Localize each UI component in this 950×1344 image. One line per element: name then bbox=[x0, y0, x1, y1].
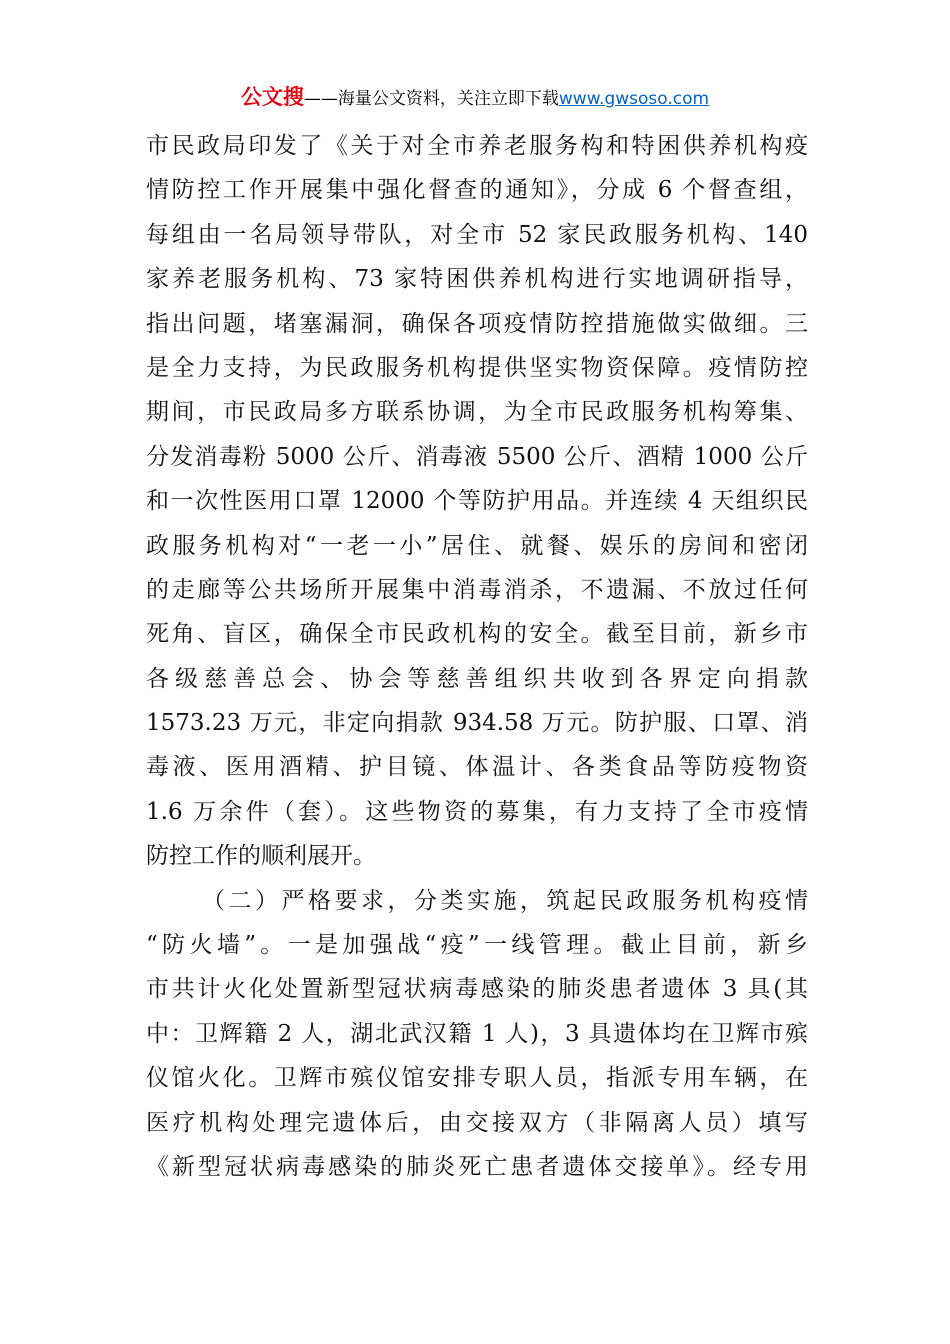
watermark-header bbox=[0, 84, 950, 112]
text-line: 医疗机构处理完遗体后，由交接双方（非隔离人员）填写 bbox=[146, 1109, 808, 1136]
text-line: 家养老服务机构、73 家特困供养机构进行实地调研指导， bbox=[146, 266, 808, 293]
header-slogan: 海量公文资料，关注立即下载 bbox=[337, 89, 559, 109]
text-line: 1.6 万余件（套）。这些物资的募集，有力支持了全市疫情 bbox=[146, 798, 808, 825]
brand-logo-text: 公文搜 bbox=[240, 85, 304, 109]
text-line: 期间，市民政局多方联系协调，为全市民政服务机构筹集、 bbox=[146, 399, 808, 426]
text-line: 情防控工作开展集中强化督查的通知》，分成 6 个督查组， bbox=[146, 177, 808, 204]
text-line: 毒液、医用酒精、护目镜、体温计、各类食品等防疫物资 bbox=[146, 754, 808, 781]
text-line: 分发消毒粉 5000 公斤、消毒液 5500 公斤、酒精 1000 公斤 bbox=[146, 443, 808, 470]
text-line: 1573.23 万元，非定向捐款 934.58 万元。防护服、口罩、消 bbox=[146, 710, 808, 737]
text-line: 是全力支持，为民政服务机构提供坚实物资保障。疫情防控 bbox=[146, 354, 808, 381]
text-line: 中：卫辉籍 2 人，湖北武汉籍 1 人)，3 具遗体均在卫辉市殡 bbox=[146, 1020, 808, 1047]
section-heading-line: （二）严格要求，分类实施，筑起民政服务机构疫情 bbox=[202, 887, 808, 914]
text-line: 各级慈善总会、协会等慈善组织共收到各界定向捐款 bbox=[146, 665, 808, 692]
document-body bbox=[146, 124, 808, 1189]
text-line: 指出问题，堵塞漏洞，确保各项疫情防控措施做实做细。三 bbox=[146, 310, 808, 337]
paragraph-end-line: 防控工作的顺利展开。 bbox=[146, 843, 376, 870]
text-line: 仪馆火化。卫辉市殡仪馆安排专职人员，指派专用车辆，在 bbox=[146, 1065, 808, 1092]
text-line: 和一次性医用口罩 12000 个等防护用品。并连续 4 天组织民 bbox=[146, 488, 808, 515]
text-line: 死角、盲区，确保全市民政机构的安全。截至目前，新乡市 bbox=[146, 621, 808, 648]
header-dash: —— bbox=[303, 89, 338, 109]
text-line: 每组由一名局领导带队，对全市 52 家民政服务机构、140 bbox=[146, 221, 808, 248]
text-line: 的走廊等公共场所开展集中消毒消杀，不遗漏、不放过任何 bbox=[146, 576, 808, 603]
text-line: “防火墙”。一是加强战“疫”一线管理。截止目前，新乡 bbox=[146, 932, 808, 959]
text-line: 《新型冠状病毒感染的肺炎死亡患者遗体交接单》。经专用 bbox=[146, 1153, 808, 1180]
site-link[interactable]: www.gwsoso.com bbox=[558, 89, 710, 109]
text-line: 政服务机构对“一老一小”居住、就餐、娱乐的房间和密闭 bbox=[146, 532, 808, 559]
text-line: 市共计火化处置新型冠状病毒感染的肺炎患者遗体 3 具(其 bbox=[146, 976, 808, 1003]
text-line: 市民政局印发了《关于对全市养老服务构和特困供养机构疫 bbox=[146, 133, 808, 159]
